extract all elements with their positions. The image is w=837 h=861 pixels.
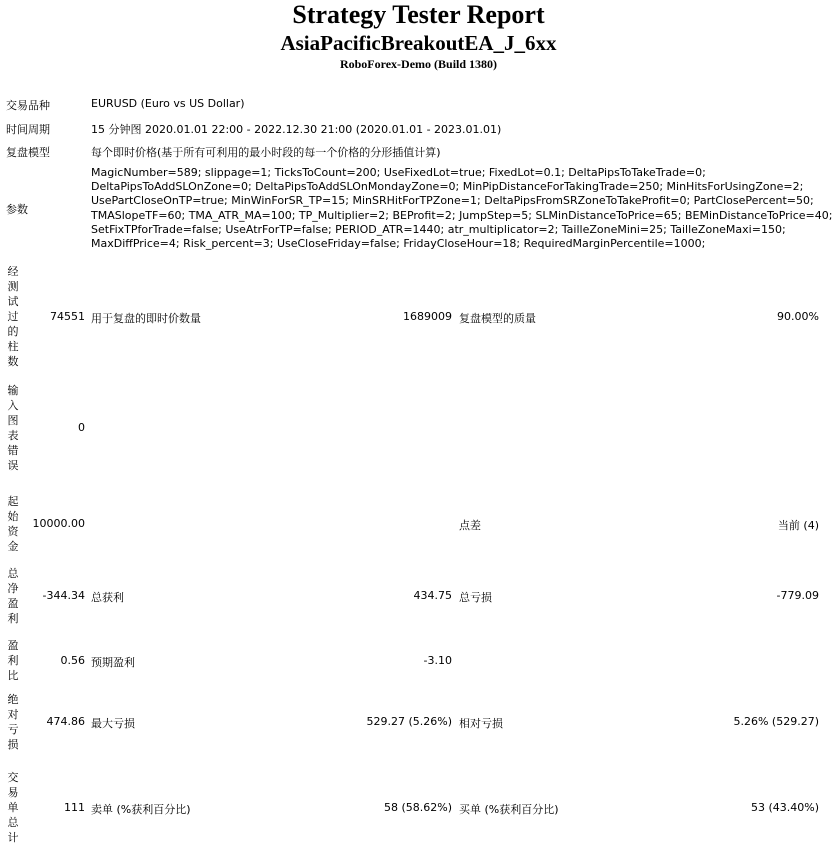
stats-row-label-char: 单 bbox=[7, 801, 19, 814]
stats-row-label-char: 经 bbox=[7, 265, 19, 278]
stats-row-label-char: 始 bbox=[7, 510, 19, 523]
stats-row-value: 111 bbox=[64, 800, 85, 814]
stats-row-label bbox=[6, 770, 20, 845]
stats-row-label-3: 点差 bbox=[459, 519, 481, 532]
stats-row-label bbox=[6, 383, 20, 473]
stats-row-label-char: 的 bbox=[7, 325, 19, 338]
params-line: TMASlopeTF=60; TMA_ATR_MA=100; TP_Multiplier=2; BEProfit=2; JumpStep=5; SLMinDistanceToPrice=65; BEMinDistanceToPrice=40; bbox=[91, 208, 833, 222]
params-line: SetFixTPforTrade=false; UseAtrForTP=false; PERIOD_ATR=1440; atr_multiplicator=2; TailleZoneMini=25; TailleZoneMaxi=150; bbox=[91, 222, 786, 236]
stats-row-label bbox=[6, 692, 20, 752]
stats-row-label-3: 相对亏损 bbox=[459, 717, 503, 730]
params-line: DeltaPipsToAddSLOnZone=0; DeltaPipsToAddSLOnMondayZone=0; MinPipDistanceForTakingTrade=250; MinHitsForUsingZone=2; bbox=[91, 180, 804, 194]
stats-row-label-char: 过 bbox=[7, 310, 19, 323]
stats-row-label-2: 最大亏损 bbox=[91, 717, 135, 730]
stats-row-label-char: 易 bbox=[7, 786, 19, 799]
params-line: UsePartCloseOnTP=true; MinWinForSR_TP=15; MinSRHitForTPZone=1; DeltaPipsFromSRZoneToTakeProfit=0; PartClosePercent=50; bbox=[91, 194, 814, 208]
stats-row-label-char: 利 bbox=[7, 654, 19, 667]
stats-row-label-char: 对 bbox=[7, 708, 19, 721]
params-row bbox=[0, 166, 837, 252]
stats-row-value: 10000.00 bbox=[32, 517, 85, 530]
period-value: 15 分钟图 2020.01.01 22:00 - 2022.12.30 21:00 (2020.01.01 - 2023.01.01) bbox=[91, 123, 502, 136]
stats-row-value-3: 5.26% (529.27) bbox=[733, 715, 819, 728]
stats-row-label-char: 盈 bbox=[7, 597, 19, 610]
stats-row-value-3: -779.09 bbox=[776, 589, 819, 602]
stats-row-value: 474.86 bbox=[46, 715, 85, 728]
server-build: RoboForex-Demo (Build 1380) bbox=[339, 57, 498, 71]
stats-row-label-char: 资 bbox=[7, 525, 19, 538]
model-label: 复盘模型 bbox=[6, 146, 50, 159]
stats-row-label-char: 总 bbox=[7, 567, 19, 580]
stats-row-label-char: 输 bbox=[7, 384, 19, 397]
stats-row-label-char: 比 bbox=[7, 669, 19, 682]
stats-row-value: 0 bbox=[78, 421, 85, 434]
symbol-label: 交易品种 bbox=[6, 99, 50, 112]
stats-row-label-char: 测 bbox=[7, 280, 19, 293]
stats-row-label-char: 图 bbox=[7, 414, 19, 427]
stats-row-value-3: 当前 (4) bbox=[777, 519, 819, 532]
stats-row-label-char: 盈 bbox=[7, 639, 19, 652]
params-value bbox=[91, 166, 831, 251]
stats-row-label-char: 起 bbox=[7, 495, 19, 508]
stats-row-value-2: 1689009 bbox=[403, 309, 452, 323]
stats-row-label-char: 试 bbox=[7, 295, 19, 308]
stats-row-label-char: 利 bbox=[7, 612, 19, 625]
stats-row-label-char: 净 bbox=[7, 582, 19, 595]
stats-row-label-3: 总亏损 bbox=[459, 591, 492, 604]
period-label: 时间周期 bbox=[6, 123, 50, 136]
stats-row-label-char: 误 bbox=[7, 459, 19, 472]
stats-row-label-3: 复盘模型的质量 bbox=[459, 311, 536, 325]
stats-row-label-2: 预期盈利 bbox=[91, 655, 135, 669]
stats-row-label-2: 用于复盘的即时价数量 bbox=[91, 311, 201, 325]
stats-row-label bbox=[6, 638, 20, 683]
report-title: Strategy Tester Report bbox=[292, 0, 545, 29]
stats-row-value-3: 90.00% bbox=[777, 309, 819, 323]
stats-row-label-char: 金 bbox=[7, 540, 19, 553]
model-value: 每个即时价格(基于所有可利用的最小时段的每一个价格的分形插值计算) bbox=[91, 146, 441, 159]
stats-row-label-char: 损 bbox=[7, 738, 19, 751]
stats-row-value-2: 434.75 bbox=[413, 589, 452, 602]
params-label: 参数 bbox=[6, 203, 28, 216]
stats-row-value-2: 58 (58.62%) bbox=[383, 800, 452, 814]
stats-row-value: 0.56 bbox=[60, 653, 85, 667]
stats-row-label-char: 入 bbox=[7, 399, 19, 412]
stats-row-value-2: 529.27 (5.26%) bbox=[366, 715, 452, 728]
stats-row-label-char: 数 bbox=[7, 355, 19, 368]
stats-row-label bbox=[6, 494, 20, 554]
stats-row-label-char: 计 bbox=[7, 831, 19, 844]
stats-row-value-2: -3.10 bbox=[423, 653, 452, 667]
params-line: MaxDiffPrice=4; Risk_percent=3; UseCloseFriday=false; FridayCloseHour=18; RequiredMarginPercentile=1000; bbox=[91, 237, 706, 251]
stats-row-label-2: 卖单 (%获利百分比) bbox=[91, 802, 191, 816]
params-line: MagicNumber=589; slippage=1; TicksToCount=200; UseFixedLot=true; FixedLot=0.1; DeltaPipsToTakeTrade=0; bbox=[91, 166, 706, 179]
stats-row-label-char: 表 bbox=[7, 429, 19, 442]
stats-row-label bbox=[6, 566, 20, 626]
stats-row-label-2: 总获利 bbox=[91, 591, 124, 604]
stats-row-label-char: 亏 bbox=[7, 723, 19, 736]
stats-row-label-char: 交 bbox=[7, 771, 19, 784]
stats-row-label bbox=[6, 264, 20, 369]
stats-row-value: -344.34 bbox=[42, 589, 85, 602]
stats-row-value: 74551 bbox=[50, 309, 85, 323]
stats-row-label-char: 总 bbox=[7, 816, 19, 829]
symbol-value: EURUSD (Euro vs US Dollar) bbox=[91, 97, 245, 110]
stats-row-label-3: 买单 (%获利百分比) bbox=[459, 802, 559, 816]
ea-name: AsiaPacificBreakoutEA_J_6xx bbox=[280, 31, 557, 55]
stats-row-label-char: 绝 bbox=[7, 693, 19, 706]
stats-row-label-char: 柱 bbox=[7, 340, 19, 353]
report-header bbox=[0, 0, 837, 72]
stats-row-value-3: 53 (43.40%) bbox=[750, 800, 819, 814]
stats-row-label-char: 错 bbox=[7, 444, 19, 457]
